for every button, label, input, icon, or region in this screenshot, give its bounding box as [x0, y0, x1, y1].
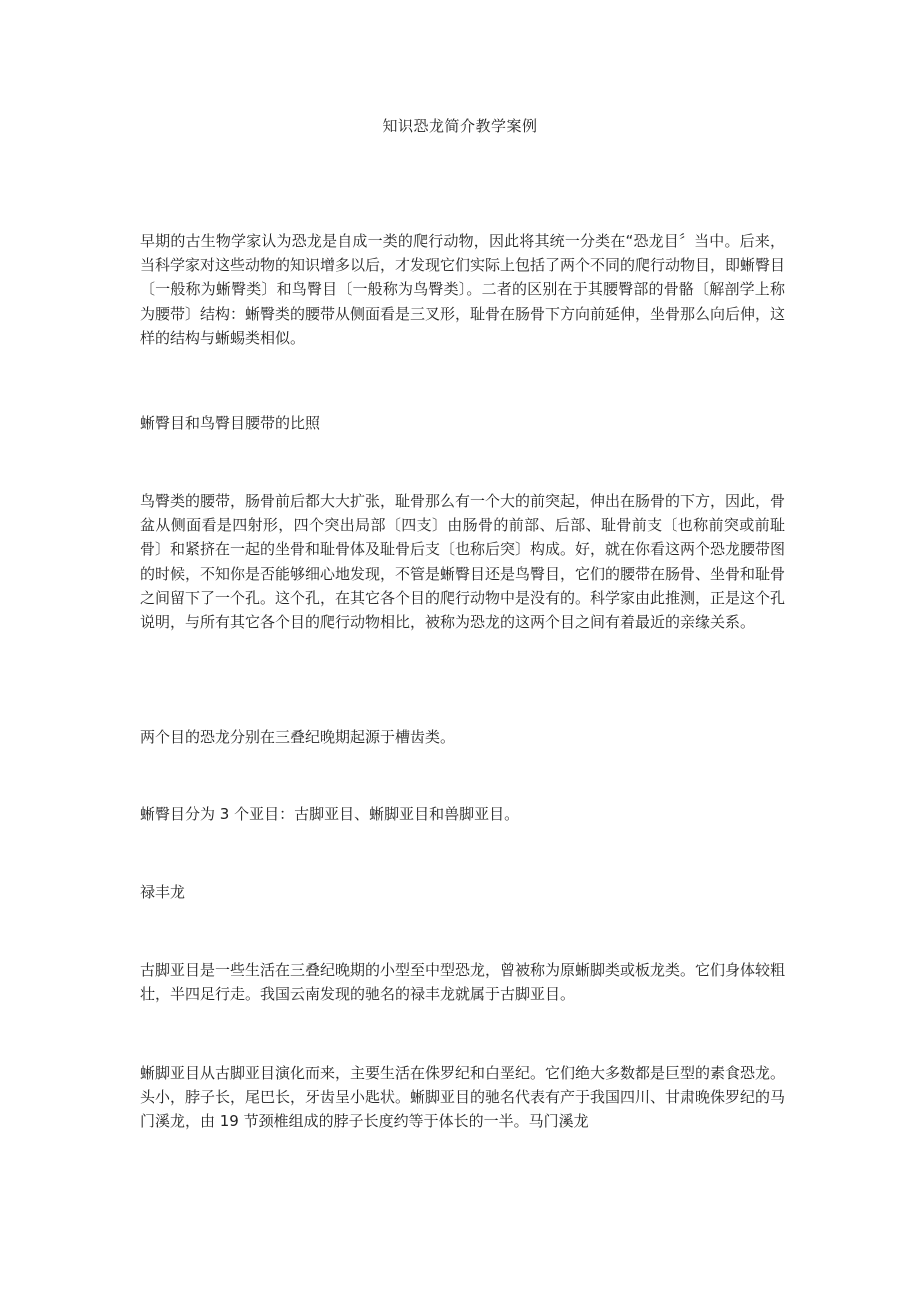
paragraph-prosauropoda: 古脚亚目是一些生活在三叠纪晚期的小型至中型恐龙，曾被称为原蜥脚类或板龙类。它们身体较粗壮，半四足行走。我国云南发现的驰名的禄丰龙就属于古脚亚目。: [140, 961, 786, 1004]
paragraph-suborders: 蜥臀目分为 3 个亚目：古脚亚目、蜥脚亚目和兽脚亚目。: [140, 805, 520, 823]
section-heading-lufengosaurus: 禄丰龙: [140, 883, 186, 901]
paragraph-sauropoda: 蜥脚亚目从古脚亚目演化而来，主要生活在侏罗纪和白垩纪。它们绝大多数都是巨型的素食恐龙。头小，脖子长，尾巴长，牙齿呈小匙状。蜥脚亚目的驰名代表有产于我国四川、甘肃晚侏罗纪的马门溪龙，由 19 节颈椎组成的脖子长度约等于体长的一半。马门溪龙: [140, 1064, 786, 1131]
paragraph-intro: 早期的古生物学家认为恐龙是自成一类的爬行动物，因此将其统一分类在“恐龙目〞当中。后来，当科学家对这些动物的知识增多以后，才发现它们实际上包括了两个不同的爬行动物目，即蜥臀目〔一般称为蜥臀类〕和鸟臀目〔一般称为鸟臀类〕。二者的区别在于其腰臀部的骨骼〔解剖学上称为腰带〕结构：蜥臀类的腰带从侧面看是三叉形，耻骨在肠骨下方向前延伸，坐骨那么向后伸，这样的结构与蜥蜴类相似。: [140, 232, 786, 347]
document-title: 知识恐龙简介教学案例: [382, 117, 538, 135]
section-heading-pelvis-comparison: 蜥臀目和鸟臀目腰带的比照: [140, 414, 321, 432]
paragraph-ornithischian-pelvis: 鸟臀类的腰带，肠骨前后都大大扩张，耻骨那么有一个大的前突起，伸出在肠骨的下方，因此，骨盆从侧面看是四射形，四个突出局部〔四支〕由肠骨的前部、后部、耻骨前支〔也称前突或前耻骨〕和紧挤在一起的坐骨和耻骨体及耻骨后支〔也称后突〕构成。好，就在你看这两个恐龙腰带图的时候，不知你是否能够细心地发现，不管是蜥臀目还是鸟臀目，它们的腰带在肠骨、坐骨和耻骨之间留下了一个孔。这个孔，在其它各个目的爬行动物中是没有的。科学家由此推测，正是这个孔说明，与所有其它各个目的爬行动物相比，被称为恐龙的这两个目之间有着最近的亲缘关系。: [140, 492, 786, 632]
paragraph-origin: 两个目的恐龙分别在三叠纪晚期起源于槽齿类。: [140, 728, 456, 746]
